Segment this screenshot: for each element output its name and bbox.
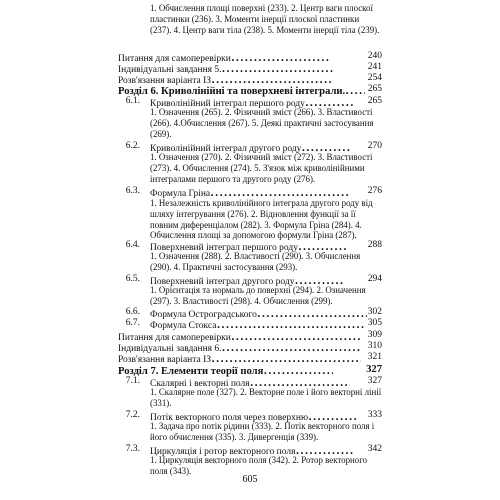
- toc-page-number: 333: [367, 410, 382, 420]
- toc-row-label: Формула Остроградського: [150, 310, 257, 320]
- toc-leader-dots: [345, 84, 365, 95]
- toc-row[interactable]: [118, 352, 382, 363]
- toc-leader-dots: [308, 410, 358, 421]
- toc-section-title: Розділ 6. Криволінійні та поверхневі інтеграли.: [118, 86, 346, 97]
- toc-row[interactable]: [118, 62, 382, 73]
- toc-leader-dots: [222, 62, 334, 73]
- toc-subtopics: 1. Орієнтація та нормаль до поверхні (294). 2. Означення (297). 3. Властивості (298). 4. Обчислення (299).: [150, 285, 366, 306]
- toc-page-number: 265: [367, 84, 382, 94]
- toc-leader-dots: [305, 96, 355, 107]
- toc-section-title: Розділ 7. Елементи теорії поля: [118, 366, 264, 377]
- toc-row-label: Питання для самоперевірки: [118, 54, 231, 64]
- toc-row-label: Індивідуальні завдання 5.: [118, 65, 222, 75]
- toc-subtopics: 1. Означення (265). 2. Фізичний зміст (266). 3. Властивості (266). 4.Обчислення (267). 5. Деякі практичні застосування (269).: [150, 107, 374, 139]
- toc-row-label: Індивідуальні завдання 6.: [118, 344, 222, 354]
- toc-section-row[interactable]: [118, 364, 382, 375]
- toc-leader-dots: [301, 141, 351, 152]
- toc-row[interactable]: [150, 318, 382, 329]
- toc-page-number: 321: [367, 352, 382, 362]
- toc-row[interactable]: [118, 73, 382, 84]
- toc-row-label: Формула Гріна: [150, 189, 211, 199]
- toc-page-number: 309: [367, 330, 382, 340]
- toc-item-number: 6.3.: [125, 186, 140, 196]
- toc-page-number: 276: [367, 186, 382, 196]
- toc-leader-dots: [263, 364, 333, 375]
- toc-subtopics: 1. Незалежність криволінійного інтеграла другого роду від шляху інтегрування (276). 2. Відновлення функції за її повним диференціалом (282). 3. Формула Гріна (284). 4. Обчислення площі за допомогою формули Гріна (287).: [150, 198, 373, 241]
- toc-page-number: 327: [367, 376, 382, 386]
- toc-row[interactable]: [150, 307, 382, 318]
- toc-leader-dots: [250, 376, 350, 387]
- toc-row[interactable]: [150, 410, 382, 421]
- toc-row[interactable]: [150, 376, 382, 387]
- toc-page-number: 240: [367, 51, 382, 61]
- toc-page-number: 265: [367, 96, 382, 106]
- toc-row-label: Питання для самоперевірки: [118, 333, 231, 343]
- page-number-footer: 605: [242, 474, 258, 485]
- toc-row[interactable]: [118, 330, 382, 341]
- toc-page-number: 254: [367, 73, 382, 83]
- toc-row[interactable]: [150, 274, 382, 285]
- toc-leader-dots: [216, 318, 366, 329]
- toc-leader-dots: [295, 444, 355, 455]
- toc-item-number: 6.7.: [125, 318, 140, 328]
- toc-page-number: 327: [366, 364, 382, 375]
- toc-row[interactable]: [118, 341, 382, 352]
- toc-item-number: 6.5.: [125, 274, 140, 284]
- toc-row-label: Криволінійний інтеграл першого роду: [150, 99, 305, 109]
- toc-row-label: Розв'язання варіанта ІЗ: [118, 355, 212, 365]
- toc-section-row[interactable]: [118, 84, 382, 95]
- toc-leader-dots: [298, 240, 348, 251]
- toc-page-number: 342: [367, 444, 382, 454]
- toc-row-label: Формула Стокса: [150, 321, 217, 331]
- toc-item-number: 6.4.: [125, 240, 140, 250]
- toc-leader-dots: [231, 330, 361, 341]
- toc-page-number: 288: [367, 240, 382, 250]
- toc-row[interactable]: [150, 141, 382, 152]
- toc-row-label: Скалярні і векторні поля: [150, 379, 250, 389]
- toc-subtopics-top: 1. Обчислення площі поверхні (233). 2. Центр ваги плоскої пластинки (236). 3. Моменти інерції плоскої пластинки (237). 4. Центр ваги тіла (238). 5. Моменти інерції тіла (239).: [150, 3, 380, 35]
- toc-row[interactable]: [150, 444, 382, 455]
- toc-leader-dots: [294, 274, 344, 285]
- toc-page-number: 270: [367, 141, 382, 151]
- toc-row[interactable]: [118, 51, 382, 62]
- toc-leader-dots: [211, 352, 361, 363]
- toc-subtopics: 1. Означення (270). 2. Фізичний зміст (272). 3. Властивості (273). 4. Обчислення (274). 5. З'язок між криволінійними інтегралами першого та другого роду (276).: [150, 152, 373, 184]
- toc-page-number: 310: [367, 341, 382, 351]
- toc-row-label: Потік векторного поля через поверхню: [150, 413, 309, 423]
- toc-page-number: 305: [367, 318, 382, 328]
- toc-item-number: 6.6.: [125, 307, 140, 317]
- toc-subtopics: 1. Задача про потік рідини (333). 2. Потік векторного поля і його обчислення (335). 3. Дивергенція (339).: [150, 421, 375, 442]
- toc-page-number: 294: [367, 274, 382, 284]
- toc-leader-dots: [211, 73, 331, 84]
- toc-item-number: 6.1.: [125, 96, 140, 106]
- toc-subtopics: 1. Циркуляція векторного поля (342). 2. Ротор векторного поля (343).: [150, 455, 368, 476]
- toc-item-number: 7.1.: [125, 376, 140, 386]
- toc-page-number: 302: [367, 307, 382, 317]
- toc-page-number: 241: [367, 62, 382, 72]
- toc-subtopics: 1. Означення (288). 2. Властивості (290). 3. Обчислення (290). 4. Практичні застосування (293).: [150, 251, 361, 272]
- toc-row[interactable]: [150, 96, 382, 107]
- toc-leader-dots: [257, 307, 367, 318]
- toc-subtopics: 1. Скалярне поле (327). 2. Векторне поле і його векторні лінії (331).: [150, 387, 382, 408]
- toc-row[interactable]: [150, 186, 382, 197]
- toc-row-label: Розв'язання варіанта ІЗ: [118, 76, 212, 86]
- toc-item-number: 6.2.: [125, 141, 140, 151]
- toc-row-label: Поверхневий інтеграл другого роду: [150, 277, 295, 287]
- toc-leader-dots: [210, 186, 350, 197]
- toc-row-label: Циркуляція і ротор векторного поля: [150, 447, 296, 457]
- toc-row[interactable]: [150, 240, 382, 251]
- toc-item-number: 7.2.: [125, 410, 140, 420]
- toc-leader-dots: [231, 51, 331, 62]
- toc-leader-dots: [222, 341, 362, 352]
- toc-row-label: Криволінійний інтеграл другого роду: [150, 144, 302, 154]
- toc-item-number: 7.3.: [125, 444, 140, 454]
- toc-row-label: Поверхневий інтеграл першого роду: [150, 243, 298, 253]
